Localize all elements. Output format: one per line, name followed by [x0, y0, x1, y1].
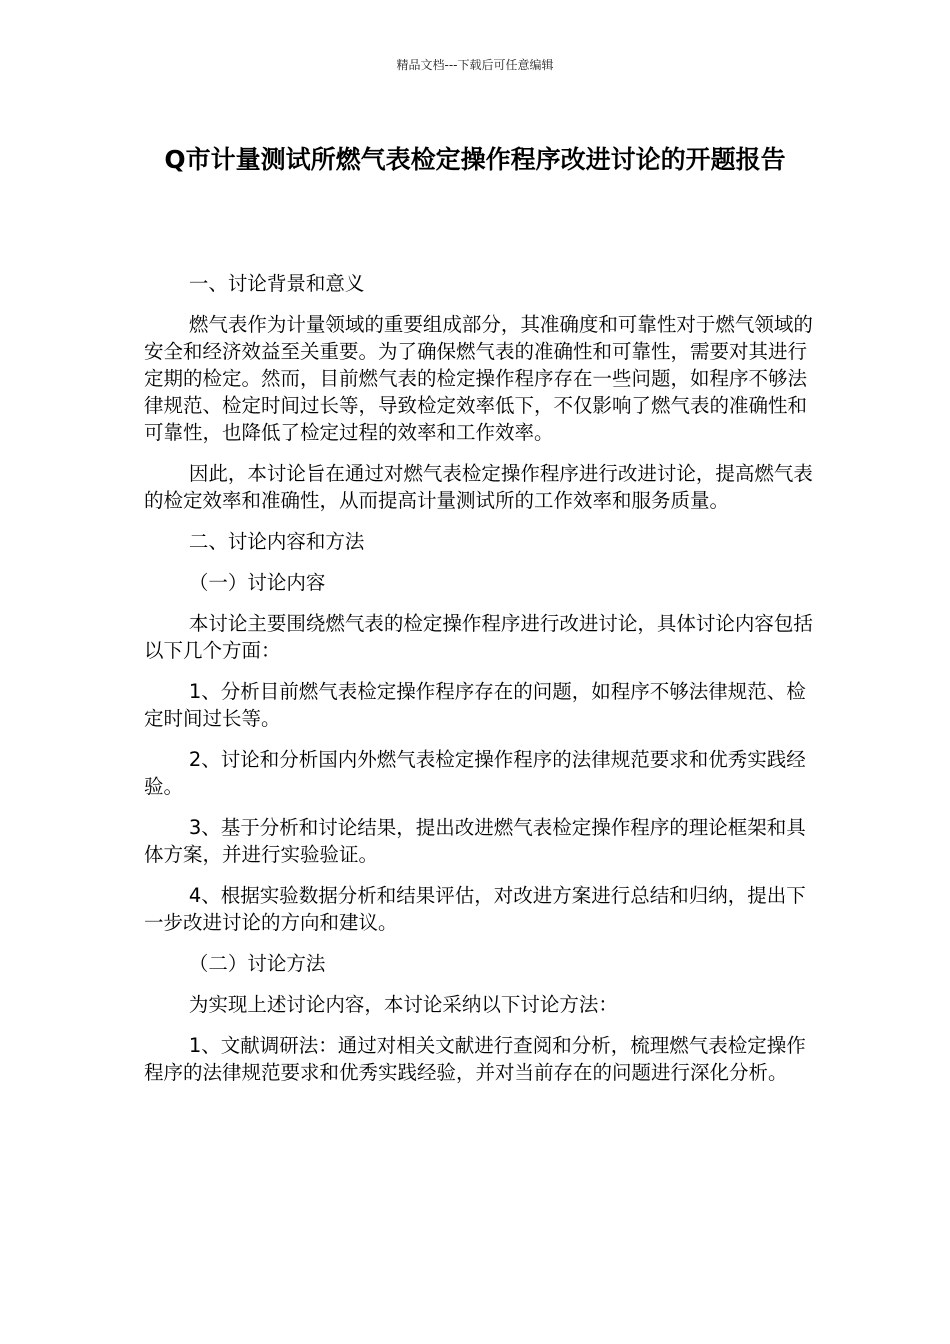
document-title: Q市计量测试所燃气表检定操作程序改进讨论的开题报告	[164, 145, 786, 174]
paragraph-content-intro: 本讨论主要围绕燃气表的检定操作程序进行改进讨论，具体讨论内容包括以下几个方面：	[144, 612, 813, 662]
section-heading-background: 一、讨论背景和意义	[188, 272, 365, 295]
header-note: 精品文档---下载后可任意编辑	[396, 58, 554, 72]
list-item-content-2: 2、讨论和分析国内外燃气表检定操作程序的法律规范要求和优秀实践经验。	[144, 748, 806, 798]
paragraph-background: 燃气表作为计量领域的重要组成部分，其准确度和可靠性对于燃气领域的安全和经济效益至关重要。为了确保燃气表的准确性和可靠性，需要对其进行定期的检定。然而，目前燃气表的检定操作程序存在一些问题，如程序不够法律规范、检定时间过长等，导致检定效率低下，不仅影响了燃气表的准确性和可靠性，也降低了检定过程的效率和工作效率。	[144, 313, 813, 444]
section-heading-content-method: 二、讨论内容和方法	[188, 530, 365, 553]
list-item-content-3: 3、基于分析和讨论结果，提出改进燃气表检定操作程序的理论框架和具体方案，并进行实验验证。	[144, 816, 806, 866]
document-body	[144, 270, 814, 1100]
subsection-heading-method: （二）讨论方法	[188, 952, 326, 975]
list-item-content-1: 1、分析目前燃气表检定操作程序存在的问题，如程序不够法律规范、检定时间过长等。	[144, 680, 806, 730]
list-item-content-4: 4、根据实验数据分析和结果评估，对改进方案进行总结和归纳，提出下一步改进讨论的方向和建议。	[144, 884, 806, 934]
list-item-method-1: 1、文献调研法：通过对相关文献进行查阅和分析，梳理燃气表检定操作程序的法律规范要求和优秀实践经验，并对当前存在的问题进行深化分析。	[144, 1034, 806, 1084]
paragraph-method-intro: 为实现上述讨论内容，本讨论采纳以下讨论方法：	[188, 993, 618, 1016]
paragraph-purpose: 因此，本讨论旨在通过对燃气表检定操作程序进行改进讨论，提高燃气表的检定效率和准确性，从而提高计量测试所的工作效率和服务质量。	[144, 462, 813, 512]
subsection-heading-content: （一）讨论内容	[188, 571, 326, 594]
